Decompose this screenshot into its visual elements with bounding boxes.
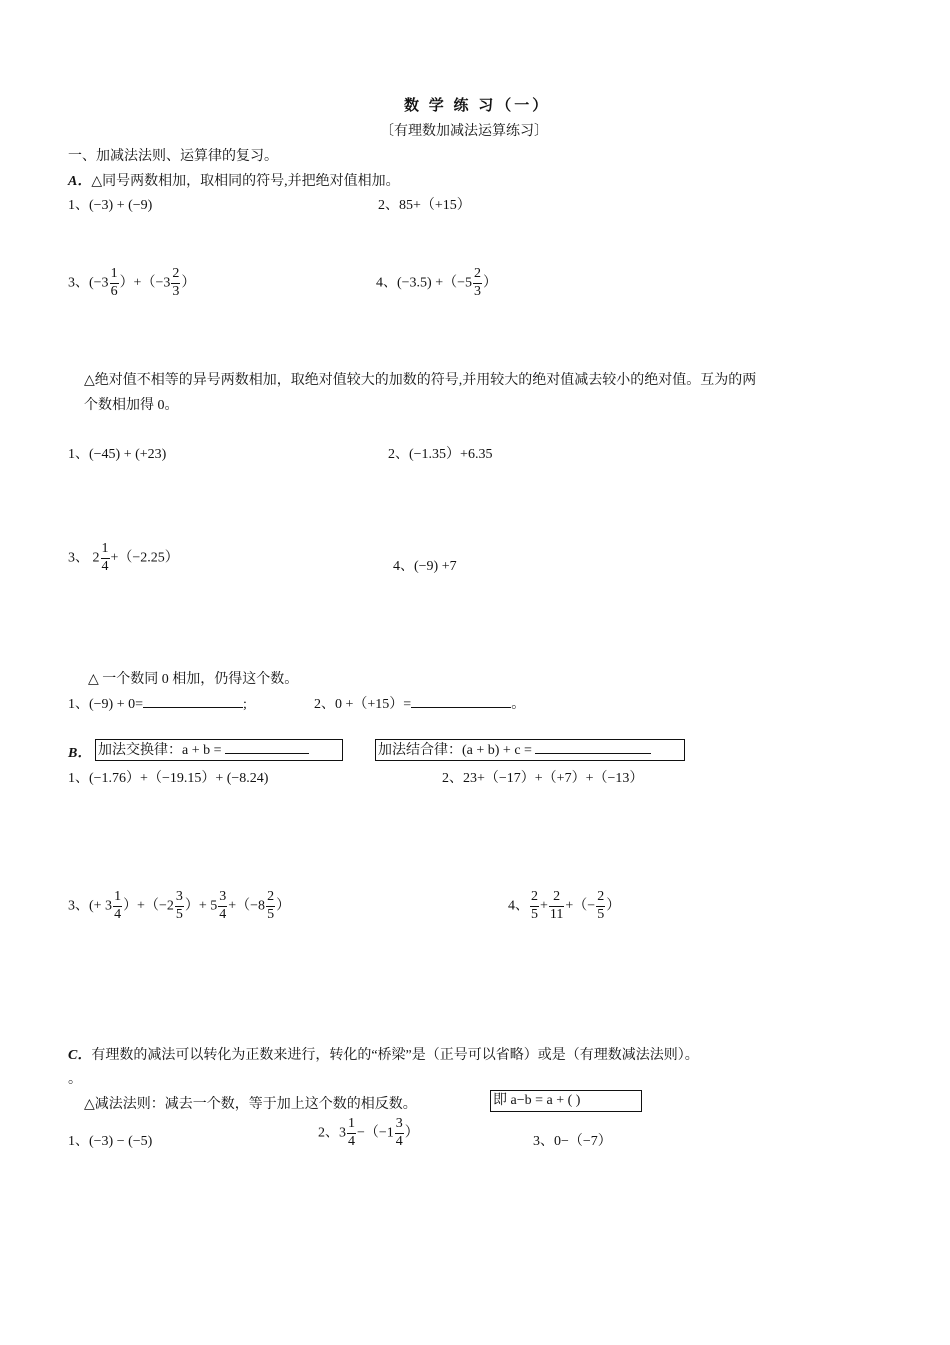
part-b-label: B． [68,746,92,761]
question-c2: 2、3 $\frac{1}{4}$ −（−1 $\frac{3}{4}$ ） [318,1116,419,1149]
question-c1: 1、(−3) − (−5) [68,1134,153,1149]
fraction: $\frac{2}{5}$ [531,889,538,922]
fraction: $\frac{1}{4}$ [348,1116,355,1149]
fraction: $\frac{1}{4}$ [114,889,122,922]
subtraction-rule: △减法法则：减去一个数，等于加上这个数的相反数。 [84,1097,417,1112]
question-b4: 4、 $\frac{2}{5}$ + $\frac{2}{11}$ +（− $\frac{2}{5}$ ） [508,889,621,922]
fraction: $\frac{3}{4}$ [395,1116,403,1149]
answer-blank[interactable] [225,740,309,754]
part-a-rule2-line1: △绝对值不相等的异号两数相加，取绝对值较大的加数的符号,并用较大的绝对值减去较小的绝对值。互为的两 [84,373,757,388]
commutative-law-box: 加法交换律：a + b = [95,739,343,761]
fraction: $\frac{2}{5}$ [597,889,605,922]
part-a-rule3: △ 一个数同 0 相加，仍得这个数。 [88,672,299,687]
question-a7: 3、 2 $\frac{1}{4}$ +（−2.25） [68,541,179,574]
part-a-label: A． [68,174,92,189]
section-heading: 一、加减法法则、运算律的复习。 [68,149,278,164]
fraction: $\frac{3}{5}$ [175,889,183,922]
question-a5: 1、(−45) + (+23) [68,447,167,462]
rule-text: △同号两数相加，取相同的符号,并把绝对值相加。 [91,174,400,189]
question-a10: 2、0 +（+15）= 。 [314,693,525,713]
question-b2: 2、23+（−17）+（+7）+（−13） [442,771,644,786]
question-a8: 4、(−9) +7 [393,559,457,574]
part-c-intro: C．有理数的减法可以转化为正数来进行，转化的“桥梁”是（正号可以省略）或是（有理数减法法则）。 [68,1048,699,1063]
question-c3: 3、0−（−7） [533,1134,612,1149]
question-a3: 3、(−3 $\frac{1}{6}$ ）+（−3 $\frac{2}{3}$ ） [68,266,196,299]
fraction: $\frac{1}{4}$ [101,541,109,574]
question-a1: 1、(−3) + (−9) [68,198,153,213]
fraction: $\frac{2}{3}$ [172,266,180,299]
answer-blank[interactable] [143,694,243,708]
part-a-rule1 [68,170,400,190]
fraction: $\frac{2}{11}$ [549,889,564,922]
page-subtitle: 〔有理数加减法运算练习〕 [380,124,548,139]
part-a-rule2-line2: 个数相加得 0。 [84,398,179,413]
question-a4: 4、(−3.5) +（−5 $\frac{2}{3}$ ） [376,266,498,299]
answer-blank[interactable] [535,740,651,754]
answer-blank[interactable] [411,694,511,708]
question-b3: 3、(+ 3 $\frac{1}{4}$ ）+（−2 $\frac{3}{5}$ ）+ 5 $\frac{3}{4}$ +（−8 $\frac{2}{5}$ ） [68,889,291,922]
question-a2: 2、85+（+15） [378,198,471,213]
page-title: 数 学 练 习（一） [404,98,551,114]
associative-law-box: 加法结合律：(a + b) + c = [375,739,685,761]
question-a9: 1、(−9) + 0= ; [68,693,247,713]
fraction: $\frac{1}{6}$ [110,266,118,299]
question-b1: 1、(−1.76）+（−19.15）+ (−8.24) [68,771,269,786]
question-a6: 2、(−1.35）+6.35 [388,447,493,462]
fraction: $\frac{2}{3}$ [474,266,482,299]
part-c-dot: 。 [68,1072,82,1087]
fraction: $\frac{2}{5}$ [267,889,275,922]
subtraction-formula-box: 即 a−b = a + ( ) [490,1090,642,1112]
part-c-label: C． [68,1048,92,1063]
fraction: $\frac{3}{4}$ [219,889,227,922]
